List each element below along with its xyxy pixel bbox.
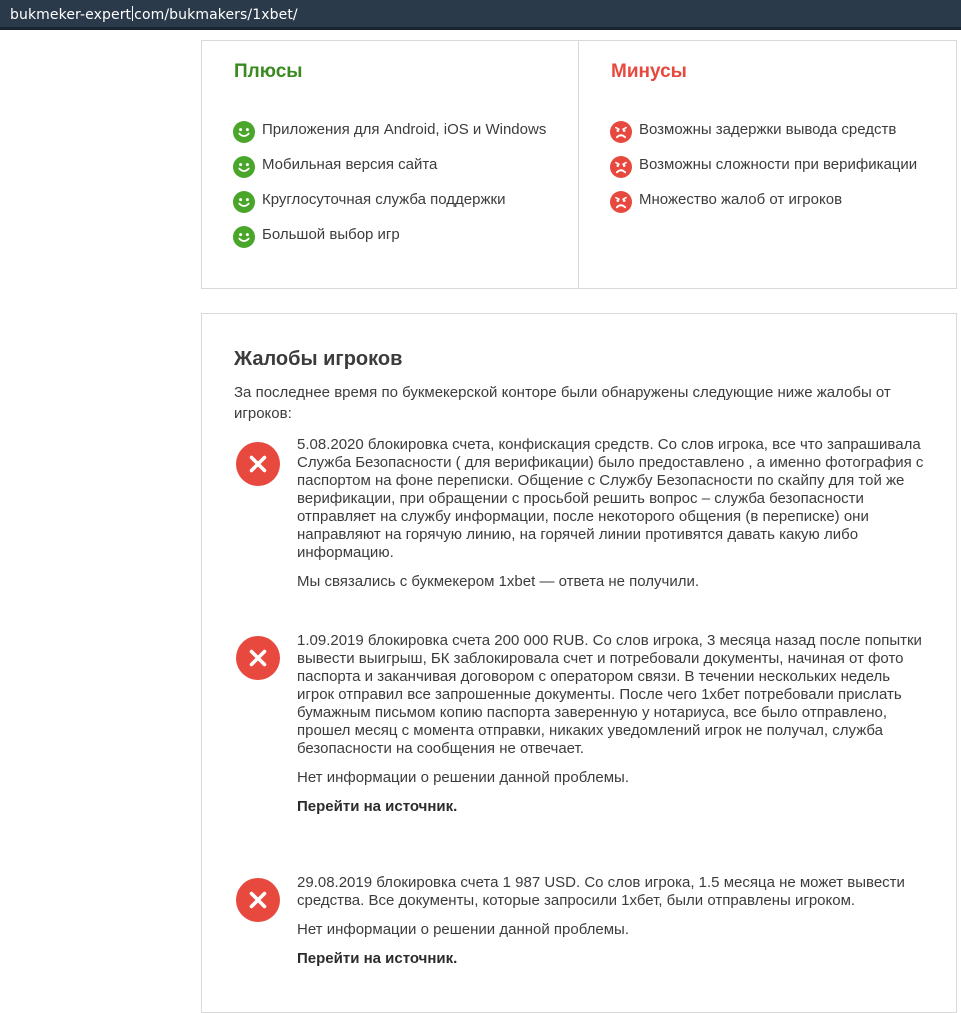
pros-title: Плюсы: [234, 61, 303, 82]
url-text[interactable]: [10, 6, 298, 23]
complaint-text: 5.08.2020 блокировка счета, конфискация средств. Со слов игрока, все что запрашивала Служба Безопасности ( для верификации) было предоставлено , а именно фотография с паспортом на фоне переписки. Общение с Службу Безопасности по скайпу для той же верификации, при обращении с просьбой решить вопрос – служба безопасности отправляет на службу информации, после некоторого общения (в переписке) они направляют на горячую линию, на горячей линии противятся давать какую либо информацию.: [297, 436, 924, 561]
complaint-body: [297, 632, 927, 816]
source-link[interactable]: Перейти на источник.: [297, 798, 458, 815]
cons-column: [579, 41, 956, 288]
pros-item-text: Приложения для Android, iOS и Windows: [262, 121, 547, 138]
source-link[interactable]: Перейти на источник.: [297, 950, 458, 967]
frown-icon: [610, 156, 632, 178]
text-cursor: [132, 6, 133, 21]
frown-icon: [610, 121, 632, 143]
url-host: bukmeker-expert: [10, 7, 132, 23]
complaint-body: [297, 436, 927, 591]
cons-item: [610, 119, 946, 140]
pros-item: [233, 119, 568, 140]
complaint-status: Нет информации о решении данной проблемы.: [297, 769, 629, 786]
browser-address-bar[interactable]: [0, 0, 961, 30]
close-circle-icon: [236, 442, 280, 486]
cons-item: [610, 154, 946, 175]
pros-item: [233, 224, 568, 245]
close-circle-icon: [236, 878, 280, 922]
cons-item-text: Возможны сложности при верификации: [639, 156, 918, 173]
pros-column: [202, 41, 579, 288]
complaints-intro: За последнее время по букмекерской конторе были обнаружены следующие ниже жалобы от игроков:: [234, 384, 891, 422]
complaint-text: 1.09.2019 блокировка счета 200 000 RUB. Со слов игрока, 3 месяца назад после попытки вывести выигрыш, БК заблокировала счет и потребовали документы, начиная от фото паспорта и заканчивая договором с оператором связи. В течении нескольких недель игрок отправил все запрошенные документы. После чего 1хбет потребовали прислать бумажным письмом копию паспорта заверенную у нотариуса, все было отправлено, прошел месяц с момента отправки, никаких уведомлений игрок не получал, служба безопасности на сообщения не отвечает.: [297, 632, 922, 757]
complaint-body: [297, 874, 927, 968]
cons-item-text: Множество жалоб от игроков: [639, 191, 843, 208]
pros-item-text: Мобильная версия сайта: [262, 156, 438, 173]
pros-cons-box: [201, 40, 957, 289]
smile-icon: [233, 191, 255, 213]
pros-item-text: Большой выбор игр: [262, 226, 400, 243]
cons-item-text: Возможны задержки вывода средств: [639, 121, 897, 138]
smile-icon: [233, 226, 255, 248]
complaints-section: [201, 313, 957, 1013]
pros-item-text: Круглосуточная служба поддержки: [262, 191, 506, 208]
smile-icon: [233, 121, 255, 143]
pros-list: [233, 119, 568, 259]
cons-title: Минусы: [611, 61, 687, 82]
frown-icon: [610, 191, 632, 213]
close-circle-icon: [236, 636, 280, 680]
complaint-text: 29.08.2019 блокировка счета 1 987 USD. Со слов игрока, 1.5 месяца не может вывести средства. Все документы, которые запросили 1хбет, были отправлены игроком.: [297, 874, 905, 909]
url-path: com/bukmakers/1xbet/: [134, 7, 298, 23]
cons-list: [610, 119, 946, 224]
cons-item: [610, 189, 946, 210]
complaint-status: Нет информации о решении данной проблемы.: [297, 921, 629, 938]
pros-item: [233, 189, 568, 210]
pros-item: [233, 154, 568, 175]
complaint-status: Мы связались с букмекером 1xbet — ответа не получили.: [297, 573, 700, 590]
complaints-title: Жалобы игроков: [234, 348, 403, 370]
smile-icon: [233, 156, 255, 178]
